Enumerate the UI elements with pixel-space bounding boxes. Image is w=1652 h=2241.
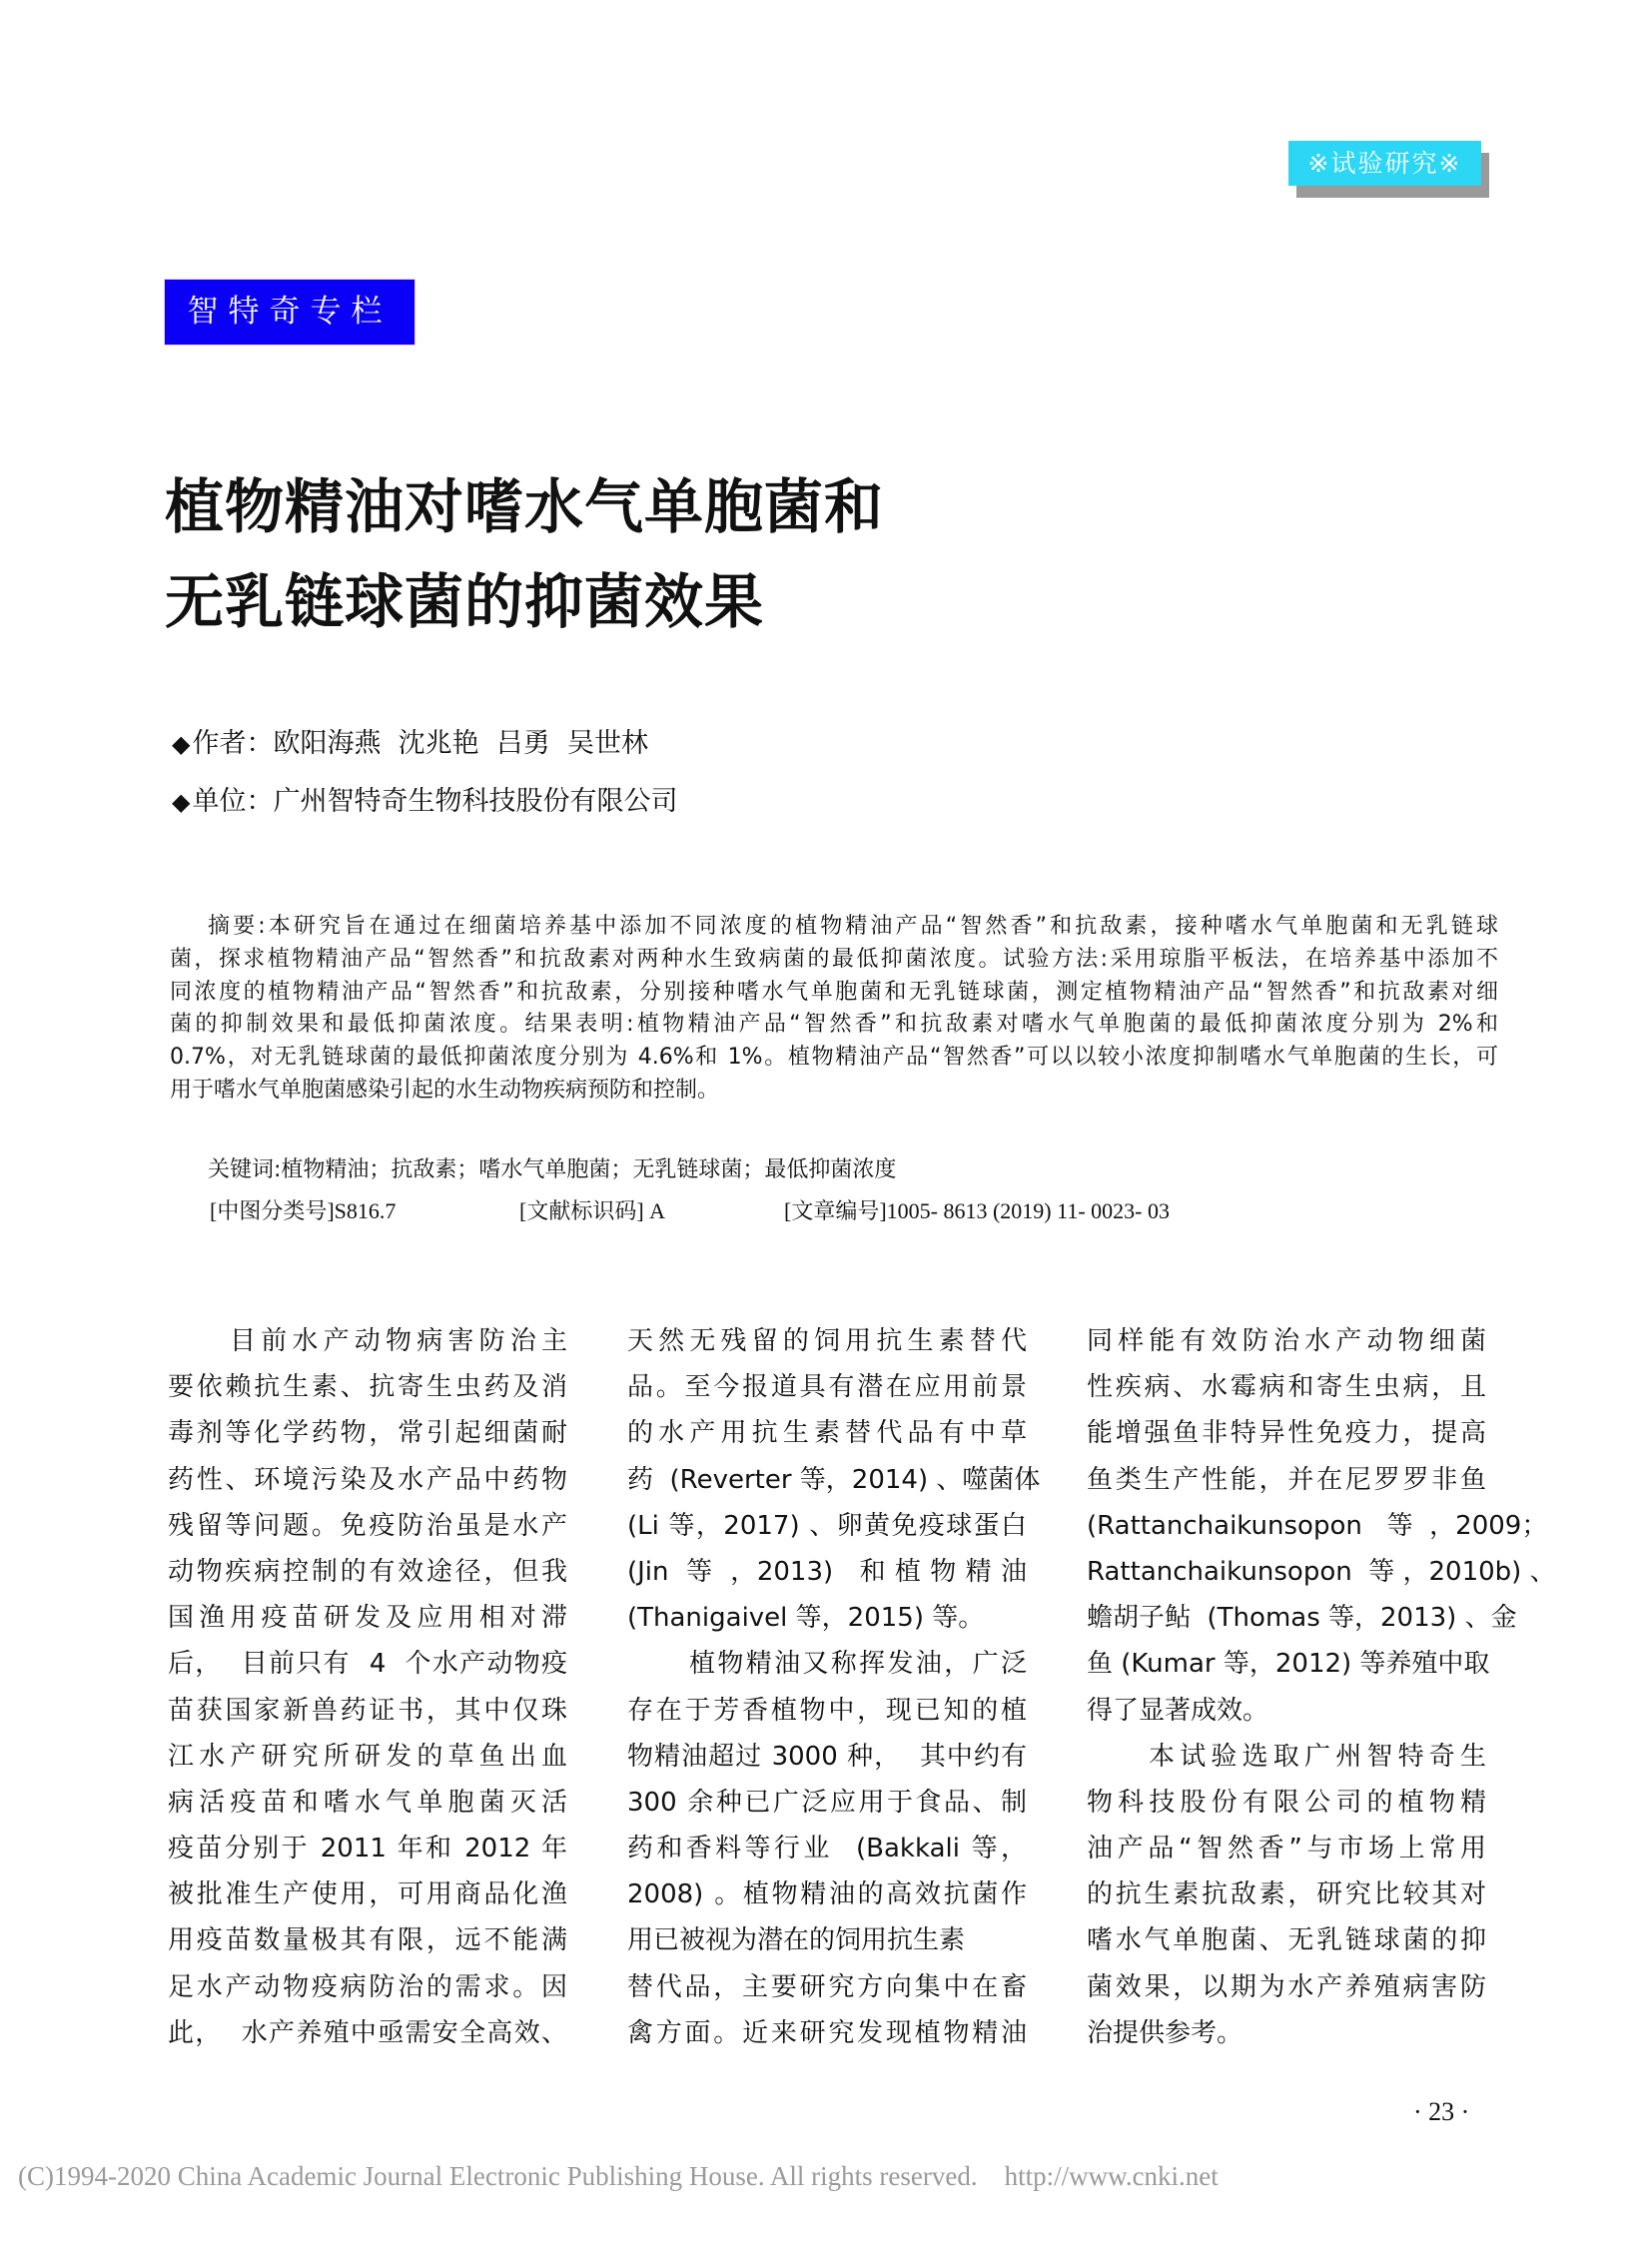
body-line: 性疾病、水霉病和寄生虫病，且 <box>1087 1372 1486 1403</box>
body-line: 国渔用疫苗研发及应用相对滞 <box>168 1603 567 1634</box>
body-line: (Jin 等 ，2013) 和 植 物 精 油 <box>627 1556 1027 1587</box>
body-line: 本试验选取广州智特奇生 <box>1149 1741 1486 1772</box>
abstract <box>170 911 1498 1108</box>
body-line: 鱼 (Kumar 等，2012) 等养殖中取 <box>1087 1649 1490 1680</box>
body-line: 鱼类生产性能，并在尼罗罗非鱼 <box>1087 1464 1486 1495</box>
body-line: 药 (Reverter 等，2014) 、噬菌体 <box>627 1464 1041 1495</box>
body-line: 治提供参考。 <box>1087 2017 1243 2048</box>
body-line: 能增强鱼非特异性免疫力，提高 <box>1087 1418 1486 1449</box>
abstract-line: 0.7%，对无乳链球菌的最低抑菌浓度分别为 4.6%和 1%。植物精油产品“智然香”可以以较小浓度抑制嗜水气单胞菌的生长，可 <box>170 1045 1498 1071</box>
body-line: 要依赖抗生素、抗寄生虫药及消 <box>168 1372 567 1403</box>
body-line: (Li 等，2017) 、卵黄免疫球蛋白 <box>627 1510 1027 1541</box>
article-number: [文章编号]1005- 8613 (2019) 11- 0023- 03 <box>784 1198 1170 1223</box>
page-number: · 23 · <box>1413 2097 1470 2126</box>
body-line: 品。至今报道具有潜在应用前景 <box>627 1372 1027 1403</box>
body-line: 用已被视为潜在的饲用抗生素 <box>627 1925 966 1956</box>
abstract-line: 同浓度的植物精油产品“智然香”和抗敌素，分别接种嗜水气单胞菌和无乳链球菌，测定植物精油产品“智然香”和抗敌素对细 <box>170 979 1498 1005</box>
body-column-1 <box>168 1318 567 2056</box>
diamond-bullet-icon: ◆ <box>172 788 191 816</box>
body-line: 存在于芳香植物中，现已知的植 <box>627 1695 1027 1726</box>
authors: 欧阳海燕 沈兆艳 吕勇 吴世林 <box>273 728 648 759</box>
body-line: 药性、环境污染及水产品中药物 <box>168 1464 567 1495</box>
body-line: 此， 水产养殖中亟需安全高效、 <box>168 2017 567 2048</box>
body-line: (Rattanchaikunsopon 等 ，2009； <box>1087 1510 1548 1541</box>
body-line: 300 余种已广泛应用于食品、制 <box>627 1787 1027 1818</box>
body-line: 病活疫苗和嗜水气单胞菌灭活 <box>168 1787 567 1818</box>
body-line: 油产品“智然香”与市场上常用 <box>1087 1834 1486 1865</box>
body-line: 得了显著成效。 <box>1087 1695 1269 1726</box>
affiliation-label: 单位： <box>192 786 274 817</box>
abstract-line: 用于嗜水气单胞菌感染引起的水生动物疾病预防和控制。 <box>170 1077 720 1103</box>
body-line: 后， 目前只有 4 个水产动物疫 <box>168 1649 567 1680</box>
body-line: 嗜水气单胞菌、无乳链球菌的抑 <box>1087 1925 1486 1956</box>
body-line: 被批准生产使用，可用商品化渔 <box>168 1879 567 1910</box>
body-line: 菌效果，以期为水产养殖病害防 <box>1087 1971 1486 2002</box>
keywords: 关键词:植物精油；抗敌素；嗜水气单胞菌；无乳链球菌；最低抑菌浓度 <box>208 1157 897 1182</box>
clc-number: [中图分类号]S816.7 <box>210 1198 397 1223</box>
body-line: 用疫苗数量极其有限，远不能满 <box>168 1925 567 1956</box>
body-line: 动物疾病控制的有效途径，但我 <box>168 1556 567 1587</box>
body-line: 残留等问题。免疫防治虽是水产 <box>168 1510 567 1541</box>
body-line: 药和香料等行业 (Bakkali 等， <box>627 1834 1027 1865</box>
body-line: 天然无残留的饲用抗生素替代 <box>627 1326 1027 1356</box>
diamond-bullet-icon: ◆ <box>172 730 191 758</box>
body-line: 目前水产动物病害防治主 <box>230 1326 567 1356</box>
body-line: 同样能有效防治水产动物细菌 <box>1087 1326 1486 1356</box>
title-line-1: 植物精油对嗜水气单胞菌和 <box>165 472 885 541</box>
section-tag-label: ※试验研究※ <box>1288 141 1481 186</box>
title-line-2: 无乳链球菌的抑菌效果 <box>165 567 765 636</box>
body-line: 江水产研究所研发的草鱼出血 <box>168 1741 567 1772</box>
affiliation-line <box>172 779 677 818</box>
body-line: 物精油超过 3000 种， 其中约有 <box>627 1741 1027 1772</box>
body-line: 物科技股份有限公司的植物精 <box>1087 1787 1486 1818</box>
abstract-line: 摘要:本研究旨在通过在细菌培养基中添加不同浓度的植物精油产品“智然香”和抗敌素，接种嗜水气单胞菌和无乳链球 <box>208 914 1498 939</box>
body-line: 足水产动物疫病防治的需求。因 <box>168 1971 567 2002</box>
authors-label: 作者： <box>192 728 274 759</box>
section-tag <box>1288 141 1481 188</box>
document-code: [文献标识码] A <box>519 1198 666 1223</box>
copyright-notice: (C)1994-2020 China Academic Journal Electronic Publishing House. All rights reserved. http://www.cnki.net <box>18 2161 1219 2191</box>
body-column-2 <box>627 1318 1041 2056</box>
body-line: 毒剂等化学药物，常引起细菌耐 <box>168 1418 567 1449</box>
body-line: 的水产用抗生素替代品有中草 <box>627 1418 1027 1449</box>
body-line: 禽方面。近来研究发现植物精油 <box>627 2017 1027 2048</box>
body-line: 替代品，主要研究方向集中在畜 <box>627 1971 1027 2002</box>
body-line: Rattanchaikunsopon 等 ，2010b) 、 <box>1087 1556 1556 1587</box>
affiliation: 广州智特奇生物科技股份有限公司 <box>273 786 678 817</box>
abstract-line: 菌，探求植物精油产品“智然香”和抗敌素对两种水生致病菌的最低抑菌浓度。试验方法:采用琼脂平板法，在培养基中添加不 <box>170 946 1498 972</box>
column-badge: 智特奇专栏 <box>165 280 414 345</box>
body-line: 苗获国家新兽药证书，其中仅珠 <box>168 1695 567 1726</box>
authors-line <box>172 721 648 760</box>
body-line: 2008) 。植物精油的高效抗菌作 <box>627 1879 1027 1910</box>
article-title <box>165 459 884 649</box>
abstract-line: 菌的抑制效果和最低抑菌浓度。结果表明:植物精油产品“智然香”和抗敌素对嗜水气单胞菌的最低抑菌浓度分别为 2%和 <box>170 1012 1498 1038</box>
body-line: 蟾胡子鲇 (Thomas 等，2013) 、金 <box>1087 1603 1517 1634</box>
body-column-3 <box>1087 1318 1556 2056</box>
body-line: 的抗生素抗敌素，研究比较其对 <box>1087 1879 1486 1910</box>
body-line: 疫苗分别于 2011 年和 2012 年 <box>168 1834 567 1865</box>
body-line: (Thanigaivel 等，2015) 等。 <box>627 1603 985 1634</box>
body-line: 植物精油又称挥发油，广泛 <box>689 1649 1027 1680</box>
